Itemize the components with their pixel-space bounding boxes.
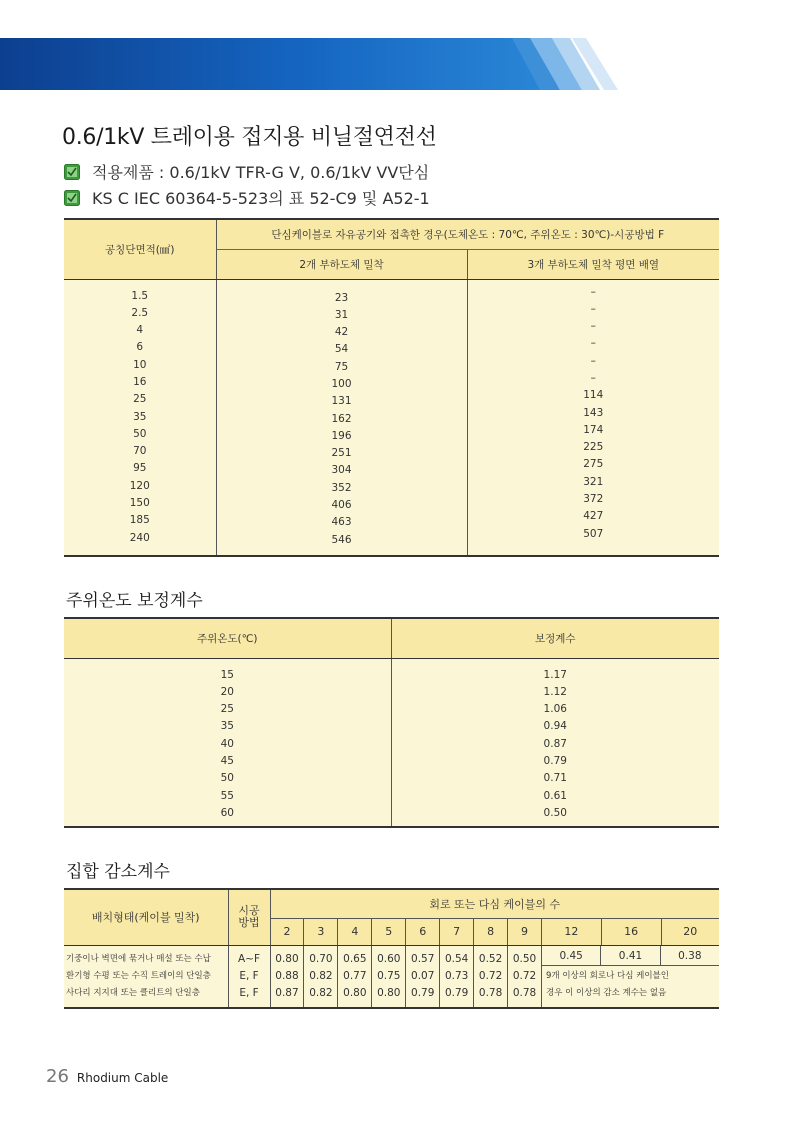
table-cell: 0.87	[275, 986, 299, 999]
col-header-arrangement: 배치형태(케이블 밀착)	[64, 889, 228, 945]
table-cell: 507	[583, 527, 604, 540]
group-header-condition: 단심케이블로 자유공기와 접촉한 경우(도체온도 : 70℃, 주위온도 : 30℃)-시공방법 F	[216, 219, 719, 249]
table-cell: 0.73	[444, 969, 469, 982]
table-cell: –	[590, 320, 596, 333]
table-cell: 1.12	[543, 685, 567, 698]
table-cell: 372	[583, 493, 604, 506]
table-cell: 50	[220, 772, 234, 785]
table-cell: 23	[334, 291, 349, 304]
table-cell: 150	[129, 497, 150, 510]
values-column-6	[406, 945, 440, 1008]
table-cell: 0.82	[309, 986, 333, 999]
table-cell: 0.80	[275, 952, 299, 965]
table-cell: 0.45	[542, 946, 601, 965]
table-cell: 120	[129, 479, 150, 492]
values-column-3	[304, 945, 338, 1008]
table-cell: 환기형 수평 또는 수직 트레이의 단일층	[66, 970, 211, 981]
table-cell: 0.61	[543, 789, 567, 802]
table-cell: 0.52	[478, 952, 503, 965]
group-header-circuits: 회로 또는 다심 케이블의 수	[270, 889, 719, 918]
table-cell: 546	[331, 533, 352, 546]
table-cell: 131	[331, 395, 352, 408]
table-cell: 0.79	[543, 754, 567, 767]
table-cell: 사다리 지지대 또는 클리트의 단일층	[66, 987, 200, 998]
table-cell: 0.80	[377, 986, 401, 999]
section-title-temperature: 주위온도 보정계수	[66, 591, 203, 611]
table-cell: 0.72	[512, 969, 537, 982]
table-cell: 0.41	[601, 946, 660, 965]
extra-values-block	[542, 945, 720, 1008]
table-cell: 35	[133, 410, 147, 423]
col-header-two-conductors: 2개 부하도체 밀착	[216, 249, 467, 279]
arrangement-column	[64, 945, 228, 1008]
table-cell: 0.54	[444, 952, 469, 965]
table-cell: 196	[331, 429, 352, 442]
table-cell: 0.65	[343, 952, 367, 965]
checkbox-icon	[64, 164, 80, 180]
table-cell: 20	[220, 685, 234, 698]
checkbox-icon	[64, 190, 80, 206]
table-cell: 185	[129, 514, 150, 527]
table-cell: 42	[334, 326, 349, 339]
table-cell: 162	[331, 412, 352, 425]
table-cell: 0.79	[444, 986, 469, 999]
table-cell: 0.78	[478, 986, 503, 999]
page-number: 26	[46, 1066, 69, 1087]
section-title-grouping: 집합 감소계수	[66, 862, 170, 882]
table-cell: 0.50	[512, 952, 537, 965]
factor-column	[391, 658, 719, 827]
note-line: 9개 이상의 회로나 다심 케이블인	[546, 970, 669, 981]
table-cell: 0.72	[478, 969, 503, 982]
table-cell: 54	[334, 343, 349, 356]
table-cell: 0.79	[411, 986, 435, 999]
table-cell: 143	[583, 406, 604, 419]
table-cell: 240	[129, 531, 150, 544]
table-cell: 304	[331, 464, 352, 477]
table-cell: 0.75	[377, 969, 401, 982]
note	[542, 966, 719, 1002]
table-cell: 251	[331, 447, 352, 460]
count-cell: 5	[372, 918, 406, 945]
table-cell: 45	[220, 754, 234, 767]
table-cell: 0.60	[377, 952, 401, 965]
table-cell: A~F	[237, 952, 261, 965]
table-cell: 55	[220, 789, 234, 802]
table-cell: E, F	[239, 986, 259, 999]
grouping-reduction-table	[64, 888, 719, 1009]
count-cell: 2	[270, 918, 304, 945]
table-cell: 0.94	[543, 720, 567, 733]
table-cell: 0.80	[343, 986, 367, 999]
two-conductors-column	[216, 279, 467, 556]
values-column-2	[270, 945, 304, 1008]
table-cell: 25	[220, 703, 234, 716]
count-cell: 9	[508, 918, 542, 945]
table-cell: 352	[331, 481, 352, 494]
table-cell: 0.78	[512, 986, 537, 999]
col-header-method: 시공 방법	[228, 889, 270, 945]
table-cell: 114	[583, 389, 604, 402]
table-cell: 1.5	[131, 289, 149, 302]
values-column-4	[338, 945, 372, 1008]
table-cell: 35	[220, 720, 234, 733]
table-cell: 275	[583, 458, 604, 471]
table-cell: 427	[583, 510, 604, 523]
table-cell: 0.82	[309, 969, 333, 982]
ampacity-table	[64, 218, 719, 557]
bullet-standard	[64, 186, 430, 209]
values-column-5	[372, 945, 406, 1008]
table-cell: 0.38	[678, 949, 702, 962]
table-cell: –	[590, 285, 596, 298]
count-cell: 7	[440, 918, 474, 945]
table-cell: 406	[331, 499, 352, 512]
count-cell: 8	[474, 918, 508, 945]
count-cell: 6	[406, 918, 440, 945]
table-cell: E, F	[239, 969, 259, 982]
table-cell: 75	[334, 360, 349, 373]
col-header-correction-factor: 보정계수	[391, 618, 719, 658]
bullet-applicable-products	[64, 160, 429, 183]
table-cell: 0.87	[543, 737, 567, 750]
table-cell: 174	[583, 423, 604, 436]
table-cell: 15	[220, 668, 234, 681]
table-cell: 4	[136, 324, 144, 337]
table-cell: 0.70	[309, 952, 333, 965]
table-cell: 60	[220, 806, 234, 819]
table-cell: 0.71	[543, 772, 567, 785]
table-cell: 0.57	[411, 952, 435, 965]
footer	[46, 1066, 168, 1087]
method-column	[228, 945, 270, 1008]
table-cell: 25	[133, 393, 147, 406]
count-cell: 4	[338, 918, 372, 945]
brand-name: Rhodium Cable	[76, 1071, 169, 1085]
col-header-ambient-temp: 주위온도(℃)	[64, 618, 391, 658]
area-column	[64, 279, 216, 556]
table-cell: 40	[220, 737, 234, 750]
table-cell: –	[590, 371, 596, 384]
table-cell: 100	[331, 377, 352, 390]
table-cell: 1.06	[543, 703, 567, 716]
table-cell: 225	[583, 441, 604, 454]
col-header-area: 공칭단면적(㎟)	[64, 219, 216, 279]
temperature-correction-table	[64, 617, 719, 828]
table-cell: 0.77	[343, 969, 367, 982]
count-cell: 20	[661, 918, 719, 945]
count-cell: 3	[304, 918, 338, 945]
table-cell: 50	[133, 427, 147, 440]
three-conductors-column	[467, 279, 719, 556]
table-cell: 10	[133, 358, 147, 371]
count-cell: 16	[601, 918, 661, 945]
bullet-text: KS C IEC 60364-5-523의 표 52-C9 및 A52-1	[92, 189, 430, 208]
bullet-text: 적용제품 : 0.6/1kV TFR-G V, 0.6/1kV VV단심	[92, 163, 430, 182]
table-cell: 0.50	[543, 806, 567, 819]
table-cell: 0.88	[275, 969, 299, 982]
table-cell: –	[590, 337, 596, 350]
col-header-three-conductors: 3개 부하도체 밀착 평면 배열	[467, 249, 719, 279]
table-cell: 16	[133, 375, 147, 388]
temp-column	[64, 658, 391, 827]
table-cell: –	[590, 354, 596, 367]
table-cell: 기중이나 벽면에 묶거나 매설 또는 수납	[66, 953, 211, 964]
table-cell: 321	[583, 475, 604, 488]
table-cell: 31	[334, 308, 349, 321]
table-cell: 0.07	[411, 969, 435, 982]
table-cell: 70	[133, 445, 147, 458]
values-column-8	[474, 945, 508, 1008]
values-column-7	[440, 945, 474, 1008]
table-cell: 6	[136, 341, 144, 354]
table-cell: 1.17	[543, 668, 567, 681]
page-title: 0.6/1kV 트레이용 접지용 비닐절연전선	[62, 125, 437, 150]
table-cell: 2.5	[131, 306, 149, 319]
note-line: 경우 이 이상의 감소 계수는 없음	[546, 987, 667, 998]
top-banner	[0, 38, 795, 90]
table-cell: 463	[331, 516, 352, 529]
values-column-9	[508, 945, 542, 1008]
table-cell: –	[590, 302, 596, 315]
table-cell: 95	[133, 462, 147, 475]
count-cell: 12	[542, 918, 602, 945]
